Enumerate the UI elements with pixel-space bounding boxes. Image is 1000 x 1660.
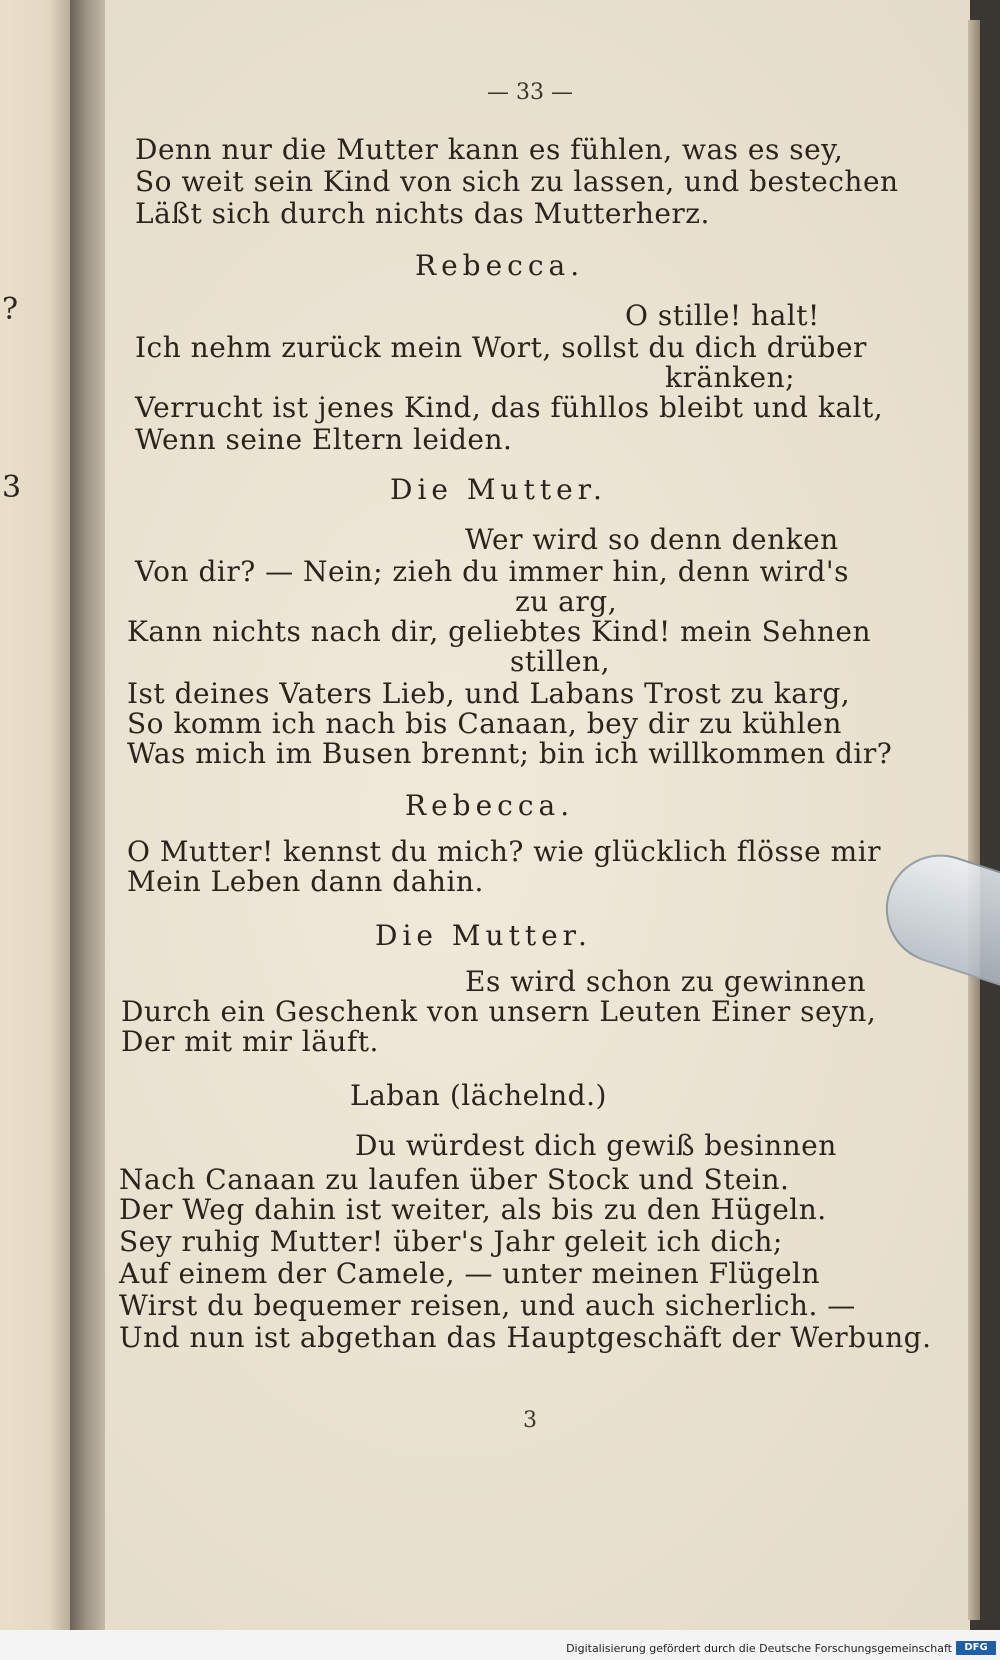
verse-line: Kann nichts nach dir, geliebtes Kind! mein Sehnen	[127, 615, 872, 648]
verse-line: Du würdest dich gewiß besinnen	[355, 1129, 837, 1162]
verse-line: Was mich im Busen brennt; bin ich willkommen dir?	[127, 737, 893, 770]
verse-line: Denn nur die Mutter kann es fühlen, was es sey,	[135, 133, 844, 166]
verse-line-continuation: kränken;	[665, 361, 796, 394]
verse-line-continuation: stillen,	[510, 645, 610, 678]
verse-line: Wenn seine Eltern leiden.	[135, 423, 513, 456]
digitization-credit: Digitalisierung gefördert durch die Deutsche Forschungsgemeinschaft	[566, 1642, 952, 1655]
verse-line: Nach Canaan zu laufen über Stock und Stein.	[119, 1163, 790, 1196]
verse-line: Auf einem der Camele, — unter meinen Flügeln	[119, 1257, 821, 1290]
verse-line: Läßt sich durch nichts das Mutterherz.	[135, 197, 710, 230]
verse-line: Durch ein Geschenk von unsern Leuten Einer seyn,	[121, 995, 877, 1028]
speaker-name: Rebecca.	[405, 789, 575, 822]
verse-line: Wer wird so denn denken	[465, 523, 839, 556]
book-gutter	[70, 0, 110, 1660]
left-page-edge	[0, 0, 70, 1660]
page-number: — 33 —	[487, 80, 573, 105]
verse-line: Der mit mir läuft.	[121, 1025, 379, 1058]
verse-line: Es wird schon zu gewinnen	[465, 965, 866, 998]
verse-line: So komm ich nach bis Canaan, bey dir zu kühlen	[127, 707, 842, 740]
page-edge	[968, 20, 980, 1620]
signature-mark: 3	[523, 1408, 537, 1433]
verse-line: Sey ruhig Mutter! über's Jahr geleit ich dich;	[119, 1225, 783, 1258]
book-page	[105, 0, 970, 1630]
left-page-fragment: ?	[2, 292, 19, 327]
verse-line: Verrucht ist jenes Kind, das fühllos bleibt und kalt,	[135, 391, 884, 424]
verse-line: Von dir? — Nein; zieh du immer hin, denn wird's	[135, 555, 849, 588]
speaker-name: Rebecca.	[415, 249, 585, 282]
verse-line: Ist deines Vaters Lieb, und Labans Trost zu karg,	[127, 677, 851, 710]
speaker-name: Laban (lächelnd.)	[350, 1079, 607, 1112]
verse-line: O Mutter! kennst du mich? wie glücklich flösse mir	[127, 835, 882, 868]
speaker-name: Die Mutter.	[375, 919, 592, 952]
verse-line: Und nun ist abgethan das Hauptgeschäft der Werbung.	[119, 1321, 932, 1354]
verse-line: O stille! halt!	[625, 299, 820, 332]
dfg-logo-icon: DFG	[956, 1641, 996, 1655]
verse-line: Der Weg dahin ist weiter, als bis zu den Hügeln.	[119, 1193, 827, 1226]
verse-line: Wirst du bequemer reisen, und auch sicherlich. —	[119, 1289, 856, 1322]
verse-line: Ich nehm zurück mein Wort, sollst du dich drüber	[135, 331, 867, 364]
left-page-fragment: 3	[2, 470, 22, 505]
speaker-name: Die Mutter.	[390, 473, 607, 506]
verse-line: So weit sein Kind von sich zu lassen, und bestechen	[135, 165, 899, 198]
verse-line: Mein Leben dann dahin.	[127, 865, 484, 898]
verse-line-continuation: zu arg,	[515, 585, 618, 618]
